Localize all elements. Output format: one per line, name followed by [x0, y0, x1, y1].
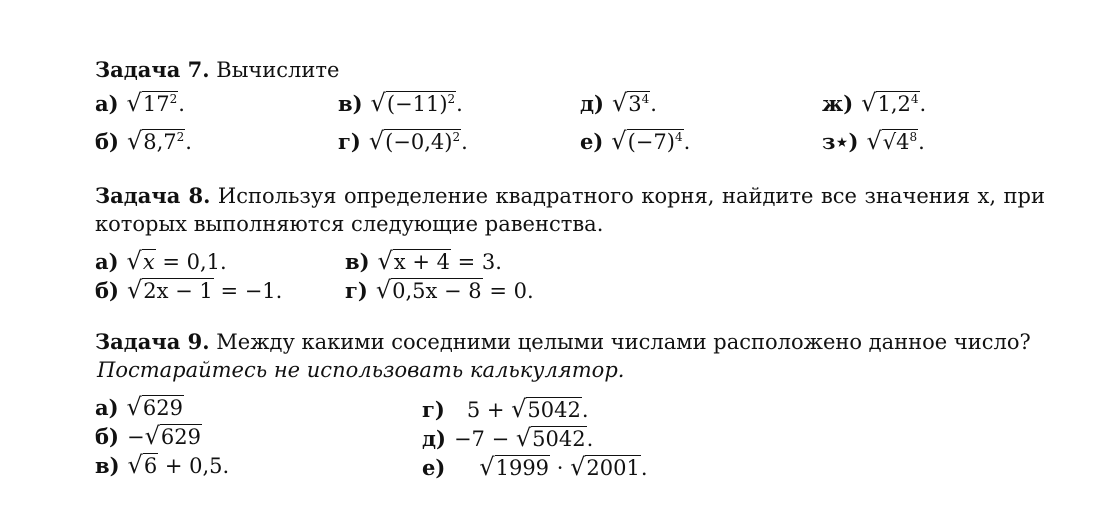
item-label: б) [95, 424, 119, 449]
item-label: з⋆) [822, 129, 859, 154]
exponent: 2 [176, 130, 185, 144]
item-label: а) [95, 91, 119, 116]
sqrt-icon: √ [126, 127, 143, 155]
rest: . [586, 427, 594, 451]
exponent: 4 [674, 130, 683, 144]
sqrt-icon: √ [511, 395, 527, 423]
tail: . [456, 92, 463, 116]
radicand-text: 5042 [532, 427, 586, 451]
item-label: в) [345, 249, 370, 274]
task7-title: Вычислите [216, 58, 340, 82]
sqrt-icon: √ [127, 451, 143, 479]
task8-item-a [95, 248, 227, 275]
task9-item-g [422, 396, 589, 423]
task8-label: Задача 8. [95, 183, 211, 208]
task8-text-line2: которых выполняются следующие равенства. [95, 212, 604, 236]
radicand-text: (−11) [386, 92, 448, 116]
task8-item-v [345, 248, 502, 275]
rest: . [581, 398, 589, 422]
sqrt-icon: √ [377, 247, 393, 275]
radicand-text-2: 2001 [586, 456, 640, 480]
task9-item-d [422, 425, 593, 452]
item-label: б) [95, 129, 119, 154]
item-label: е) [422, 455, 446, 480]
task9-item-b [95, 423, 202, 450]
tail: . [918, 130, 925, 154]
sqrt-icon: √ [515, 424, 532, 452]
radicand-text: 629 [160, 425, 201, 449]
rest: + 0,5. [158, 454, 230, 478]
radicand-text: 8,7 [143, 130, 177, 154]
multiply-sign: · [550, 456, 571, 480]
prefix: − [126, 425, 145, 449]
radicand-text: x [142, 250, 155, 274]
task8-text-line1 [95, 183, 1045, 209]
rest: . [640, 456, 648, 480]
task7-item-d [580, 90, 657, 117]
radicand-text: 5042 [527, 398, 581, 422]
tail: . [650, 92, 657, 116]
exponent: 4 [641, 92, 650, 106]
task9-item-e [422, 454, 648, 481]
exponent: 2 [169, 92, 178, 106]
task9-label: Задача 9. [95, 329, 210, 354]
sqrt-icon: √ [370, 89, 386, 117]
radicand-text: 0,5x − 8 [392, 279, 482, 303]
item-label: а) [95, 249, 119, 274]
item-label: д) [580, 91, 604, 116]
task8-text1: Используя определение квадратного корня, найдите все значения x, при [217, 184, 1045, 208]
rest: = 3. [450, 250, 502, 274]
item-label: г) [338, 129, 361, 154]
radicand-text: 2x − 1 [143, 279, 213, 303]
exponent: 4 [910, 92, 919, 106]
task7-item-z [822, 128, 925, 155]
sqrt-icon: √ [861, 89, 877, 117]
prefix: 5 + [466, 398, 512, 422]
radicand-text: (−0,4) [385, 130, 453, 154]
item-label: д) [422, 426, 446, 451]
task8-item-b [95, 277, 282, 304]
item-label: в) [95, 453, 120, 478]
rest: = 0. [482, 279, 534, 303]
radicand-text: 17 [142, 92, 170, 116]
task9-text: Между какими соседними целыми числами расположено данное число? [216, 330, 1031, 354]
task8-item-g [345, 277, 534, 304]
task7-label: Задача 7. [95, 57, 210, 82]
task7-item-zh [822, 90, 926, 117]
item-label: а) [95, 395, 119, 420]
task9-hint: Постарайтесь не использовать калькулятор. [97, 358, 625, 382]
rest: = 0,1. [155, 250, 227, 274]
tail: . [919, 92, 927, 116]
item-label: в) [338, 91, 363, 116]
rest: = −1. [213, 279, 283, 303]
task7-item-b [95, 128, 192, 155]
task7-item-e [580, 128, 690, 155]
sqrt-icon: √ [144, 422, 160, 450]
sqrt-icon: √ [866, 127, 882, 155]
item-label: г) [345, 278, 368, 303]
sqrt-icon: √ [126, 276, 143, 304]
radicand-text: √4 [882, 130, 910, 154]
task9-item-a [95, 394, 184, 421]
radicand-text: 1,2 [877, 92, 911, 116]
radicand-text: 6 [143, 454, 158, 478]
item-label: ж) [822, 91, 854, 116]
exponent: 2 [452, 130, 461, 144]
sqrt-icon: √ [479, 453, 495, 481]
sqrt-icon: √ [570, 453, 586, 481]
tail: . [185, 130, 192, 154]
sqrt-icon: √ [368, 127, 385, 155]
radicand-text: 629 [142, 396, 183, 420]
task7-heading [95, 57, 339, 83]
sqrt-icon: √ [611, 127, 627, 155]
task9-item-v [95, 452, 229, 479]
item-label: г) [422, 397, 445, 422]
exponent: 2 [447, 92, 456, 106]
sqrt-icon: √ [126, 247, 142, 275]
sqrt-icon: √ [375, 276, 392, 304]
task7-item-v [338, 90, 463, 117]
tail: . [178, 92, 185, 116]
item-label: б) [95, 278, 119, 303]
exponent: 8 [909, 130, 918, 144]
item-label: е) [580, 129, 604, 154]
tail: . [683, 130, 691, 154]
task7-item-a [95, 90, 185, 117]
sqrt-icon: √ [126, 89, 142, 117]
task7-item-g [338, 128, 468, 155]
radicand-text: 3 [628, 92, 642, 116]
radicand-text: x + 4 [393, 250, 450, 274]
sqrt-icon: √ [126, 393, 142, 421]
radicand-text: 1999 [495, 456, 550, 480]
task9-heading [95, 329, 1031, 355]
tail: . [461, 130, 468, 154]
radicand-text: (−7) [627, 130, 675, 154]
prefix: −7 − [453, 427, 516, 451]
sqrt-icon: √ [611, 89, 628, 117]
